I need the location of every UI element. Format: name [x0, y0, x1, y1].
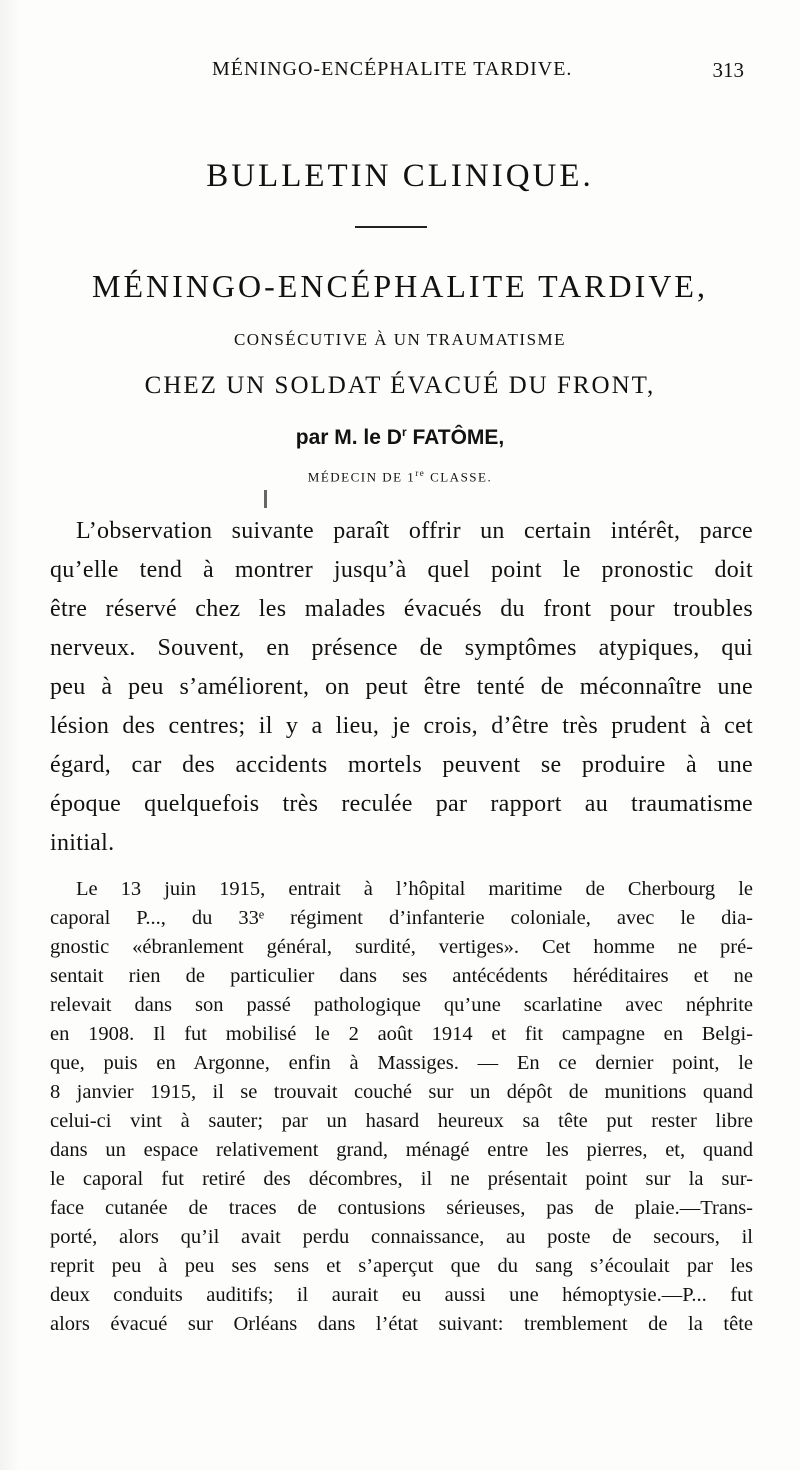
text-line: Le 13 juin 1915, entrait à l’hôpital maritime de Cherbourg le — [76, 878, 753, 900]
text-line: nerveux. Souvent, en présence de symptômes atypiques, qui — [50, 635, 753, 661]
text-line: celui-ci vint à sauter; par un hasard heureux sa tête put rester libre — [50, 1110, 753, 1132]
article-subtitle-small: CONSÉCUTIVE À UN TRAUMATISME — [233, 330, 567, 349]
text-line: caporal P..., du 33ᵉ régiment d’infanterie coloniale, avec le dia- — [50, 907, 753, 929]
text-line: sentait rien de particulier dans ses antécédents héréditaires et ne — [50, 965, 753, 987]
text-line: peu à peu s’améliorent, on peut être tenté de méconnaître une — [50, 674, 753, 700]
byline-prefix: par M. le D — [295, 426, 402, 449]
text-line: époque quelquefois très reculée par rapport au traumatisme — [50, 791, 753, 817]
author-rank — [0, 468, 800, 485]
text-line: le caporal fut retiré des décombres, il ne présentait point sur la sur- — [50, 1168, 753, 1190]
text-line: face cutanée de traces de contusions sérieuses, pas de plaie.—Trans- — [50, 1197, 753, 1219]
author-byline — [0, 425, 800, 450]
text-line: alors évacué sur Orléans dans l’état suivant: tremblement de la tête — [50, 1313, 753, 1335]
text-line: lésion des centres; il y a lieu, je crois, d’être très prudent à cet — [50, 713, 753, 739]
text-line: que, puis en Argonne, enfin à Massiges. — En ce dernier point, le — [50, 1052, 753, 1074]
running-header — [0, 58, 800, 88]
article-title: MÉNINGO-ENCÉPHALITE TARDIVE, — [92, 268, 708, 304]
author-name: FATÔME, — [412, 426, 505, 449]
text-line: dans un espace relativement grand, ménagé entre les pierres, et, quand — [50, 1139, 753, 1161]
byline-superscript: r — [401, 425, 407, 439]
text-line: qu’elle tend à montrer jusqu’à quel point le pronostic doit — [50, 557, 753, 583]
text-line: égard, car des accidents mortels peuvent se produire à une — [50, 752, 753, 778]
rank-prefix: MÉDECIN DE 1 — [307, 469, 416, 485]
text-line: gnostic «ébranlement général, surdité, vertiges». Cet homme ne pré- — [50, 936, 753, 958]
text-line: L’observation suivante paraît offrir un certain intérêt, parce — [76, 518, 753, 544]
rank-superscript: re — [415, 468, 426, 478]
text-line: porté, alors qu’il avait perdu connaissance, au poste de secours, il — [50, 1226, 753, 1248]
article-subtitle-large: CHEZ UN SOLDAT ÉVACUÉ DU FRONT, — [144, 372, 656, 399]
text-line: initial. — [50, 830, 115, 856]
rank-suffix: CLASSE. — [430, 469, 493, 485]
text-line: deux conduits auditifs; il aurait eu aussi une hémoptysie.—P... fut — [50, 1284, 753, 1306]
running-title: MÉNINGO-ENCÉPHALITE TARDIVE. — [212, 58, 573, 80]
text-line: 8 janvier 1915, il se trouvait couché sur un dépôt de munitions quand — [50, 1081, 753, 1103]
page-edge-shadow — [0, 0, 20, 1470]
text-line: être réservé chez les malades évacués du front pour troubles — [50, 596, 753, 622]
section-title: BULLETIN CLINIQUE. — [206, 158, 594, 194]
title-divider — [355, 226, 427, 228]
scan-mark — [264, 490, 267, 508]
page-number: 313 — [712, 58, 744, 82]
text-line: reprit peu à peu ses sens et s’aperçut que du sang s’écoulait par les — [50, 1255, 753, 1277]
text-line: relevait dans son passé pathologique qu’une scarlatine avec néphrite — [50, 994, 753, 1016]
text-line: en 1908. Il fut mobilisé le 2 août 1914 et fit campagne en Belgi- — [50, 1023, 753, 1045]
